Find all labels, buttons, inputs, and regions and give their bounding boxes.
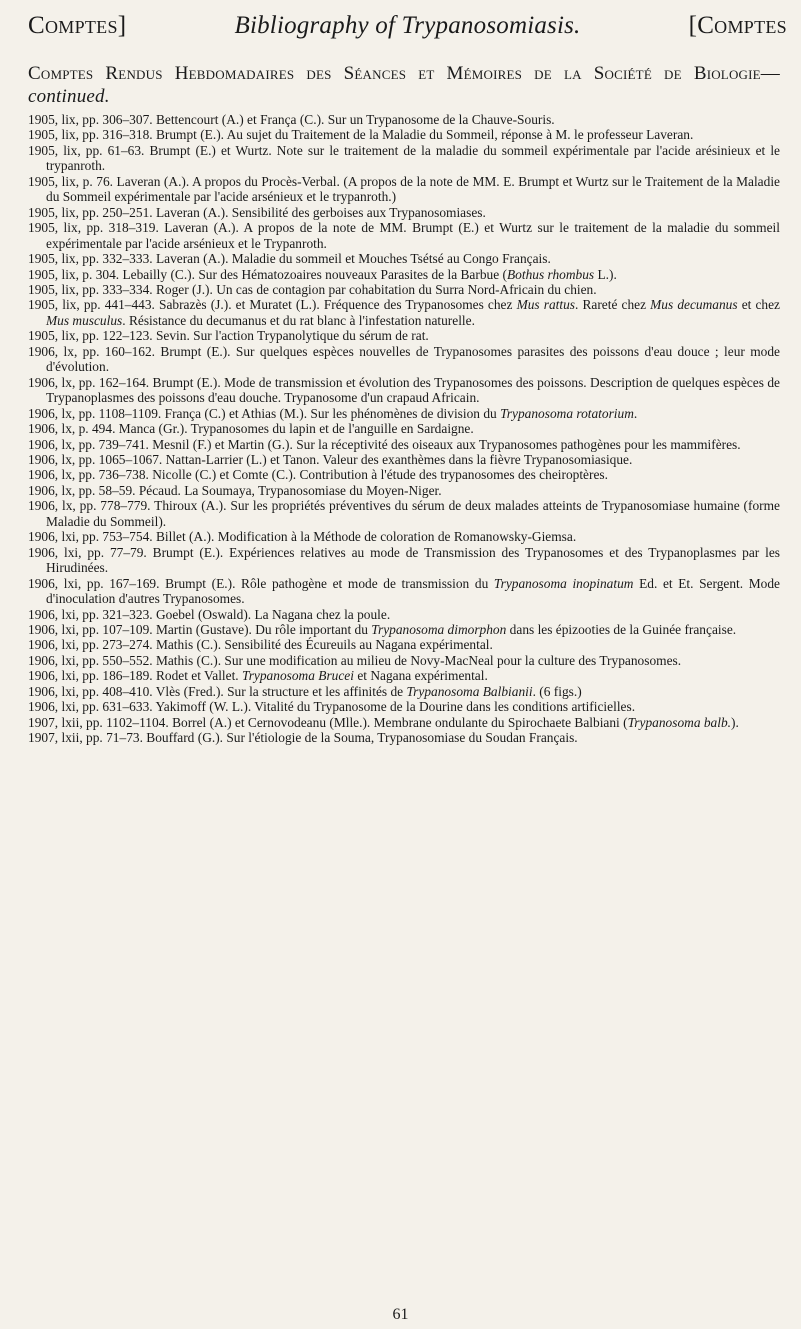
bibliography-entry xyxy=(28,576,780,607)
entry-text: Ed. et Et. Sergent. Mode d'inoculation d'autres Trypanosomes. xyxy=(46,575,780,607)
bibliography-entry xyxy=(28,112,780,127)
entry-text: . xyxy=(633,405,638,421)
entry-text: 1907, lxii, pp. 71–73. Bouffard (G.). Sur l'étiologie de la Souma, Trypanosomiase du Soudan Français. xyxy=(28,730,578,746)
entry-text: 1905, lix, pp. 306–307. Bettencourt (A.) et França (C.). Sur un Trypanosome de la Chauve-Souris. xyxy=(28,112,555,127)
entry-text: 1906, lx, pp. 739–741. Mesnil (F.) et Martin (G.). Sur la réceptivité des oiseaux aux Trypanosomes pathogènes pour les mammifères. xyxy=(28,436,741,452)
entry-italic-text: Mus rattus xyxy=(516,297,575,313)
bibliography-entry xyxy=(28,607,780,622)
entry-text: 1906, lx, pp. 1065–1067. Nattan-Larrier (L.) et Tanon. Valeur des exanthèmes dans la fièvre Trypanosomiasique. xyxy=(28,451,633,467)
entry-text: L.). xyxy=(594,266,617,282)
bibliography-entry xyxy=(28,344,780,375)
entry-text: et Nagana expérimental. xyxy=(353,668,488,684)
bibliography-entry xyxy=(28,545,780,576)
bibliography-entry xyxy=(28,730,780,745)
entry-text: ). xyxy=(731,714,739,730)
entry-text: . Résistance du decumanus et du rat blanc à l'infestation naturelle. xyxy=(122,312,475,328)
bibliography-entry xyxy=(28,375,780,406)
entry-text: 1907, lxii, pp. 1102–1104. Borrel (A.) et Cernovodeanu (Mlle.). Membrane ondulante du Spirochaete Balbiani ( xyxy=(28,714,628,730)
entry-text: 1905, lix, pp. 61–63. Brumpt (E.) et Wurtz. Note sur le traitement de la maladie du sommeil expérimentale par l'acide arésinieux et le trypanroth. xyxy=(28,142,780,174)
entry-text: 1906, lxi, pp. 753–754. Billet (A.). Modification à la Méthode de coloration de Romanowsky-Giemsa. xyxy=(28,529,577,545)
entry-italic-text: Trypanosoma inopinatum xyxy=(493,575,634,591)
entry-text: 1905, lix, p. 76. Laveran (A.). A propos du Procès-Verbal. (A propos de la note de MM. E. Brumpt et Wurtz sur le Traitement de la Maladie du Sommeil expérimentale par l'acide arsénieux et le trypanroth.) xyxy=(28,173,780,205)
entry-text: 1906, lxi, pp. 273–274. Mathis (C.). Sensibilité des Écureuils au Nagana expérimental. xyxy=(28,637,493,653)
bibliography-entry xyxy=(28,668,780,683)
bibliography-entry xyxy=(28,406,780,421)
entry-text: 1906, lxi, pp. 186–189. Rodet et Vallet. xyxy=(28,668,242,684)
entry-text: 1905, lix, p. 304. Lebailly (C.). Sur des Hématozoaires nouveaux Parasites de la Barbue ( xyxy=(28,266,507,282)
bibliography-entry xyxy=(28,653,780,668)
bibliography-entry xyxy=(28,483,780,498)
entry-text: 1905, lix, pp. 318–319. Laveran (A.). A propos de la note de MM. Brumpt (E.) et Wurtz sur le traitement de la maladie du sommeil expérimentale par l'acide arsénieux et le Trypanroth. xyxy=(28,220,780,251)
entry-text: 1906, lxi, pp. 550–552. Mathis (C.). Sur une modification au milieu de Novy-MacNeal pour la culture des Trypanosomes. xyxy=(28,652,682,668)
running-head xyxy=(28,6,787,46)
section-title: Comptes Rendus Hebdomadaires des Séances et Mémoires de la Société de Biologie— xyxy=(28,63,780,84)
entry-text: 1905, lix, pp. 332–333. Laveran (A.). Maladie du sommeil et Mouches Tsétsé au Congo Français. xyxy=(28,251,551,267)
entry-text: 1906, lx, pp. 1108–1109. França (C.) et Athias (M.). Sur les phénomènes de division du xyxy=(28,405,501,421)
entry-text: 1906, lx, pp. 162–164. Brumpt (E.). Mode de transmission et évolution des Trypanosomes des poissons. Description de quelques espèces de Trypanoplasmes des poissons d'eau douche. Trypanosome d'un crapaud Africain. xyxy=(28,374,780,406)
bibliography-entry xyxy=(28,282,780,297)
bibliography-entry xyxy=(28,143,780,174)
entry-italic-text: Trypanosoma rotatorium xyxy=(500,405,634,421)
running-head-title: Bibliography of Trypanosomiasis. xyxy=(234,12,581,39)
entry-text: . Rareté chez xyxy=(575,297,651,313)
entry-text: 1906, lxi, pp. 321–323. Goebel (Oswald). La Nagana chez la poule. xyxy=(28,606,391,622)
bibliography-entries xyxy=(28,112,780,746)
entry-text: 1906, lxi, pp. 167–169. Brumpt (E.). Rôle pathogène et mode de transmission du xyxy=(28,575,494,591)
bibliography-entry xyxy=(28,452,780,467)
entry-text: 1905, lix, pp. 316–318. Brumpt (E.). Au sujet du Traitement de la Maladie du Sommeil, réponse à M. le professeur Laveran. xyxy=(28,127,694,143)
entry-text: 1906, lx, pp. 160–162. Brumpt (E.). Sur quelques espèces nouvelles de Trypanosomes parasites des poissons d'eau douce ; leur mode d'évolution. xyxy=(28,343,780,375)
bibliography-entry xyxy=(28,267,780,282)
bibliography-entry xyxy=(28,622,780,637)
bibliography-entry xyxy=(28,251,780,266)
entry-italic-text: Trypanosoma Brucei xyxy=(242,668,354,684)
bibliography-entry xyxy=(28,498,780,529)
bibliography-entry xyxy=(28,220,780,251)
section-continued: continued. xyxy=(28,86,110,107)
entry-text: 1905, lix, pp. 250–251. Laveran (A.). Sensibilité des gerboises aux Trypanosomiases. xyxy=(28,204,486,220)
bibliography-entry xyxy=(28,637,780,652)
entry-text: et chez xyxy=(737,297,780,313)
entry-text: 1905, lix, pp. 122–123. Sevin. Sur l'action Trypanolytique du sérum de rat. xyxy=(28,328,429,344)
entry-text: 1906, lxi, pp. 408–410. Vlès (Fred.). Sur la structure et les affinités de xyxy=(28,683,407,699)
entry-text: dans les épizooties de la Guinée française. xyxy=(506,621,737,637)
entry-text: 1905, lix, pp. 441–443. Sabrazès (J.). et Muratet (L.). Fréquence des Trypanosomes chez xyxy=(28,297,517,313)
bibliography-entry xyxy=(28,205,780,220)
bibliography-entry xyxy=(28,297,780,328)
bibliography-entry xyxy=(28,467,780,482)
running-head-right: [Comptes xyxy=(688,12,787,39)
bibliography-entry xyxy=(28,529,780,544)
entry-italic-text: Mus musculus xyxy=(46,312,123,328)
running-head-left: Comptes] xyxy=(28,12,127,39)
bibliography-entry xyxy=(28,437,780,452)
section-heading xyxy=(28,62,780,108)
entry-italic-text: Trypanosoma Balbianii xyxy=(406,683,533,699)
bibliography-entry xyxy=(28,684,780,699)
bibliography-entry xyxy=(28,328,780,343)
bibliography-entry xyxy=(28,699,780,714)
bibliography-entry xyxy=(28,127,780,142)
bibliography-entry xyxy=(28,174,780,205)
entry-italic-text: Trypanosoma balb. xyxy=(627,714,732,730)
entry-text: . (6 figs.) xyxy=(532,683,582,699)
bibliography-entry xyxy=(28,715,780,730)
entry-text: 1906, lx, pp. 778–779. Thiroux (A.). Sur les propriétés préventives du sérum de deux malades atteints de Trypanosomiase humaine (forme Maladie du Sommeil). xyxy=(28,498,780,529)
page-number: 61 xyxy=(392,1306,409,1323)
entry-text: 1905, lix, pp. 333–334. Roger (J.). Un cas de contagion par cohabitation du Surra Nord-Africain du chien. xyxy=(28,281,597,297)
entry-italic-text: Bothus rhombus xyxy=(506,266,595,282)
entry-text: 1906, lx, pp. 58–59. Pécaud. La Soumaya, Trypanosomiase du Moyen-Niger. xyxy=(28,482,442,498)
entry-text: 1906, lxi, pp. 107–109. Martin (Gustave). Du rôle important du xyxy=(28,621,372,637)
entry-italic-text: Trypanosoma dimorphon xyxy=(371,621,507,637)
entry-text: 1906, lxi, pp. 77–79. Brumpt (E.). Expériences relatives au mode de Transmission des Trypanosomes et des Trypanoplasmes par les Hirudinées. xyxy=(28,544,780,576)
entry-text: 1906, lx, pp. 736–738. Nicolle (C.) et Comte (C.). Contribution à l'étude des trypanosomes des cheiroptères. xyxy=(28,467,608,483)
entry-text: 1906, lxi, pp. 631–633. Yakimoff (W. L.). Vitalité du Trypanosome de la Dourine dans les conditions artificielles. xyxy=(28,699,636,715)
entry-text: 1906, lx, p. 494. Manca (Gr.). Trypanosomes du lapin et de l'anguille en Sardaigne. xyxy=(28,421,474,437)
entry-italic-text: Mus decumanus xyxy=(650,297,738,313)
bibliography-entry xyxy=(28,421,780,436)
